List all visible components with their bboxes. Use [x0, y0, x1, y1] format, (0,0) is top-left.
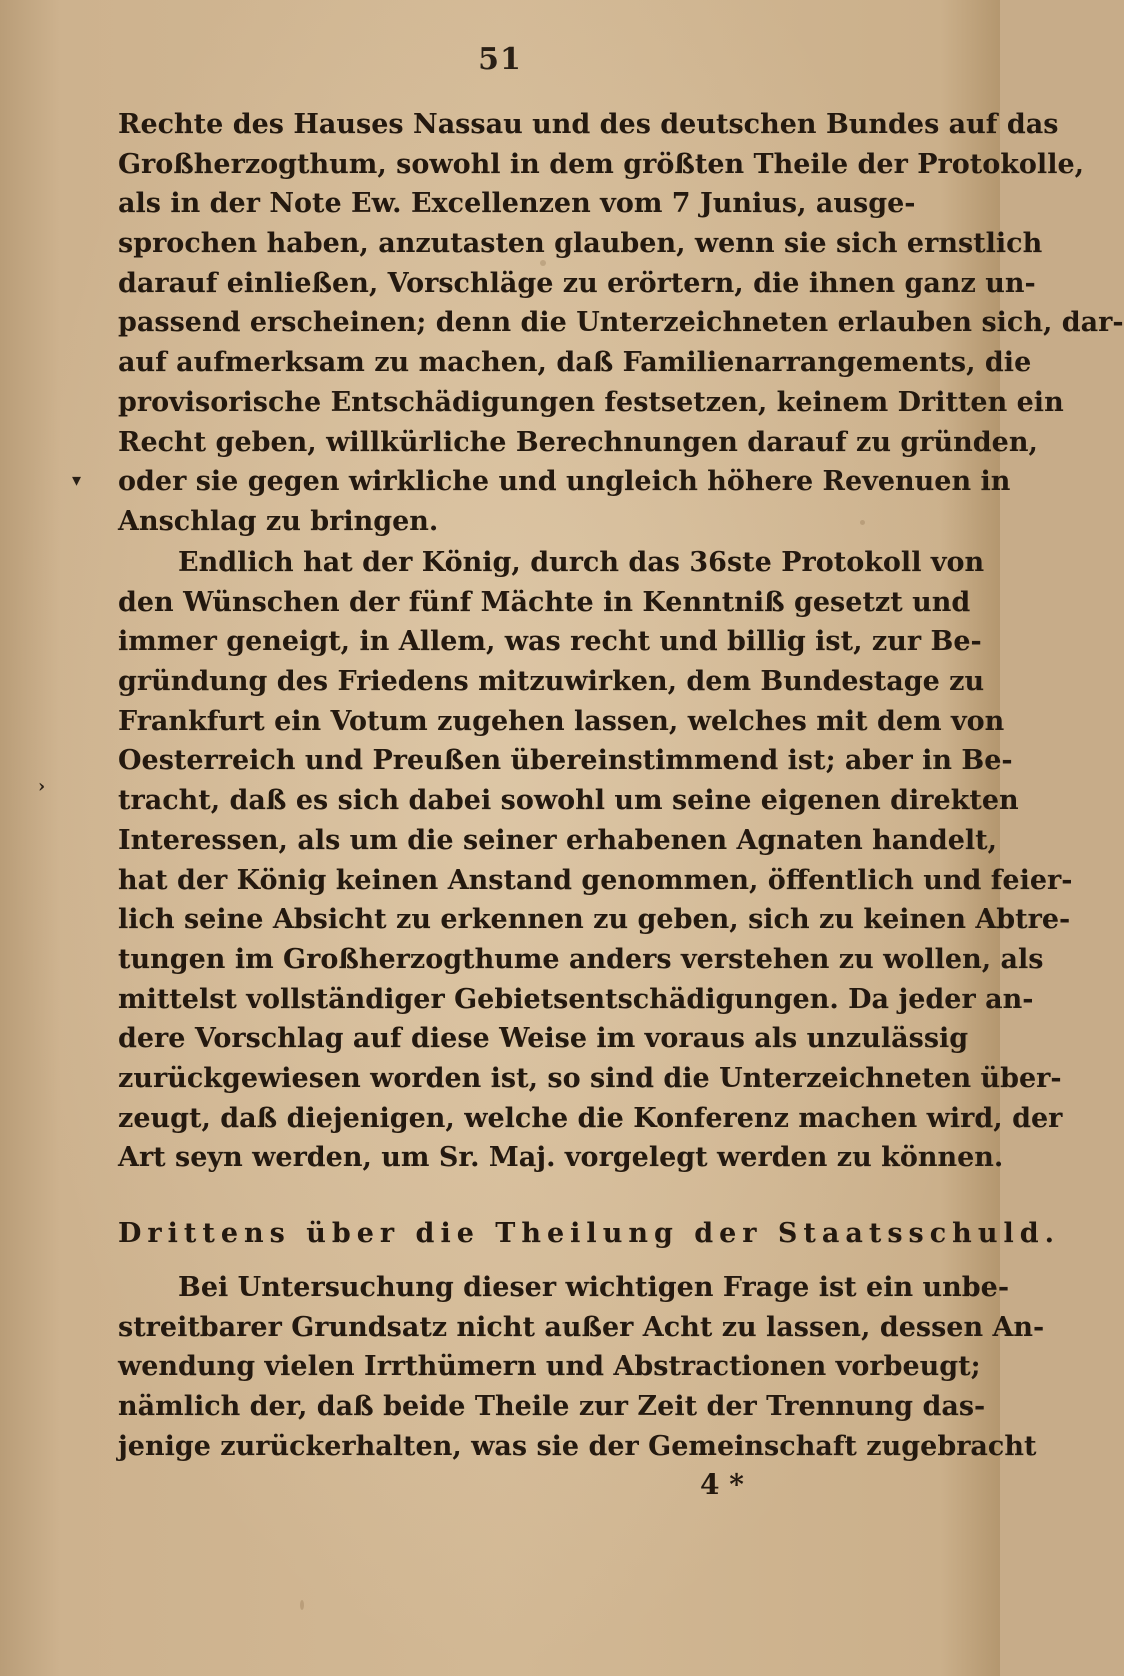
section-heading: Drittens über die Theilung der Staatsschuld. — [118, 1218, 1060, 1249]
text-line: provisorische Entschädigungen festsetzen, keinem Dritten ein — [118, 386, 1064, 418]
text-line: Recht geben, willkürliche Berechnungen darauf zu gründen, — [118, 426, 1038, 458]
text-line: gründung des Friedens mitzuwirken, dem Bundestage zu — [118, 666, 985, 698]
text-line: Art seyn werden, um Sr. Maj. vorgelegt werden zu können. — [118, 1142, 1004, 1174]
paragraph-state-debt — [118, 1268, 1045, 1466]
text-line: als in der Note Ew. Excellenzen vom 7 Junius, ausge- — [118, 188, 916, 220]
text-line: Interessen, als um die seiner erhabenen Agnaten handelt, — [118, 824, 998, 856]
text-line: oder sie gegen wirkliche und ungleich höhere Revenuen in — [118, 466, 1011, 498]
paragraph-king — [118, 543, 1073, 1178]
text-line: tungen im Großherzogthume anders verstehen zu wollen, als — [118, 943, 1044, 975]
text-line: immer geneigt, in Allem, was recht und billig ist, zur Be- — [118, 626, 982, 658]
text-line: dere Vorschlag auf diese Weise im voraus als unzulässig — [118, 1023, 969, 1055]
text-line: hat der König keinen Anstand genommen, öffentlich und feier- — [118, 864, 1073, 896]
text-line: Frankfurt ein Votum zugehen lassen, welches mit dem von — [118, 705, 1005, 737]
text-line: passend erscheinen; denn die Unterzeichneten erlauben sich, dar- — [118, 307, 1124, 339]
text-line: sprochen haben, anzutasten glauben, wenn sie sich ernstlich — [118, 228, 1043, 260]
text-line: streitbarer Grundsatz nicht außer Acht zu lassen, dessen An- — [118, 1311, 1045, 1343]
text-line: den Wünschen der fünf Mächte in Kenntniß gesetzt und — [118, 586, 971, 618]
text-line: lich seine Absicht zu erkennen zu geben, sich zu keinen Abtre- — [118, 904, 1071, 936]
text-line: jenige zurückerhalten, was sie der Gemeinschaft zugebracht — [118, 1430, 1037, 1462]
paragraph-continuation — [118, 105, 1124, 542]
signature-mark: 4 * — [700, 1468, 744, 1501]
text-line: nämlich der, daß beide Theile zur Zeit der Trennung das- — [118, 1391, 986, 1423]
text-line: Rechte des Hauses Nassau und des deutschen Bundes auf das — [118, 109, 1059, 140]
margin-mark: ▾ — [72, 470, 82, 491]
text-line: wendung vielen Irrthümern und Abstractionen vorbeugt; — [118, 1351, 981, 1383]
text-line: Bei Untersuchung dieser wichtigen Frage ist ein unbe- — [178, 1272, 1010, 1303]
text-line: darauf einließen, Vorschläge zu erörtern, die ihnen ganz un- — [118, 267, 1036, 299]
margin-mark: › — [38, 776, 46, 797]
text-line: mittelst vollständiger Gebietsentschädigungen. Da jeder an- — [118, 983, 1034, 1015]
paper-stain — [300, 1600, 304, 1610]
text-line: zurückgewiesen worden ist, so sind die Unterzeichneten über- — [118, 1062, 1062, 1094]
text-line: auf aufmerksam zu machen, daß Familienarrangements, die — [118, 347, 1032, 379]
text-line: Endlich hat der König, durch das 36ste Protokoll von — [178, 547, 985, 578]
text-line: zeugt, daß diejenigen, welche die Konferenz machen wird, der — [118, 1102, 1063, 1134]
text-line: Anschlag zu bringen. — [118, 505, 439, 537]
page-number: 51 — [478, 42, 522, 77]
text-line: tracht, daß es sich dabei sowohl um seine eigenen direkten — [118, 785, 1019, 817]
text-line: Oesterreich und Preußen übereinstimmend ist; aber in Be- — [118, 745, 1013, 777]
text-line: Großherzogthum, sowohl in dem größten Theile der Protokolle, — [118, 148, 1085, 180]
